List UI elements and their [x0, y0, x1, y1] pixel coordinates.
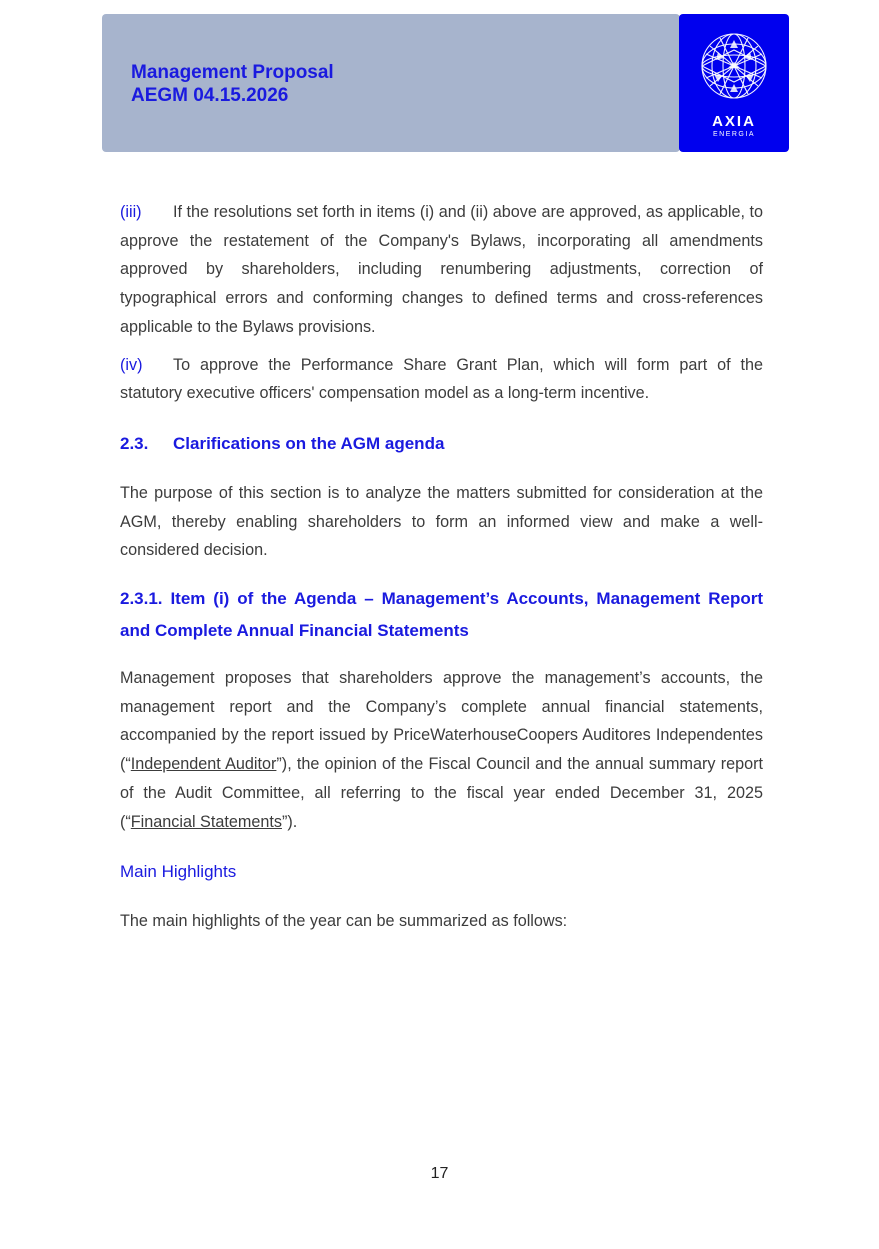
- item-iii-paragraph: [120, 198, 763, 342]
- subsection-para-part3: ”).: [281, 812, 298, 831]
- highlights-intro: The main highlights of the year can be summarized as follows:: [120, 912, 568, 931]
- company-logo: [679, 14, 789, 152]
- page-number: 17: [430, 1165, 449, 1182]
- logo-wordmark: AXIA: [712, 113, 756, 130]
- highlights-heading: Main Highlights: [120, 862, 237, 882]
- document-title: [131, 61, 334, 107]
- subsection-heading: [120, 583, 763, 646]
- title-line-2: AEGM 04.15.2026: [131, 85, 289, 106]
- term-independent-auditor: Independent Auditor: [130, 755, 277, 774]
- title-line-1: Management Proposal: [131, 62, 334, 83]
- term-financial-statements: Financial Statements: [130, 812, 282, 831]
- subsection-paragraph: [120, 664, 763, 836]
- page-content: [120, 198, 763, 936]
- item-iv-text: To approve the Performance Share Grant Plan, which will form part of the statutory executive officers' compensation model as a long-term incentive.: [120, 355, 763, 403]
- item-iii-text: If the resolutions set forth in items (i) and (ii) above are approved, as applicable, to approve the restatement of the Company's Bylaws, incorporating all amendments approved by shareholders, including renumbering adjustments, correction of typographical errors and conforming changes to defined terms and cross-references applicable to the Bylaws provisions.: [120, 203, 763, 336]
- section-heading: [120, 428, 763, 459]
- item-iv-number: (iv): [120, 355, 143, 374]
- section-intro: The purpose of this section is to analyze the matters submitted for consideration at the AGM, thereby enabling shareholders to form an informed view and make a well-considered decision.: [120, 483, 763, 560]
- item-iv-paragraph: [120, 351, 763, 408]
- section-number: 2.3.: [120, 433, 149, 453]
- subsection-title: – Management’s Accounts, Management Report and Complete Annual Financial Statements: [120, 589, 764, 640]
- section-title: Clarifications on the AGM agenda: [173, 433, 445, 453]
- logo-subtitle: ENERGIA: [712, 131, 755, 138]
- subsection-para-part2: ”), the opinion of the Fiscal Council and the annual summary report of the Audit Committee, all referring to the fiscal year ended December 31, 2025 (“: [120, 755, 763, 831]
- item-iii-number: (iii): [120, 203, 142, 221]
- subsection-prefix: 2.3.1. Item (i) of the Agenda: [120, 589, 357, 609]
- globe-logo-icon: [700, 32, 768, 100]
- subsection-para-part1: Management proposes that shareholders approve the management’s accounts, the management report and the Company’s complete annual financial statements, accompanied by the report issued by PriceWaterhouseCoopers Auditores Independentes (“: [120, 669, 763, 774]
